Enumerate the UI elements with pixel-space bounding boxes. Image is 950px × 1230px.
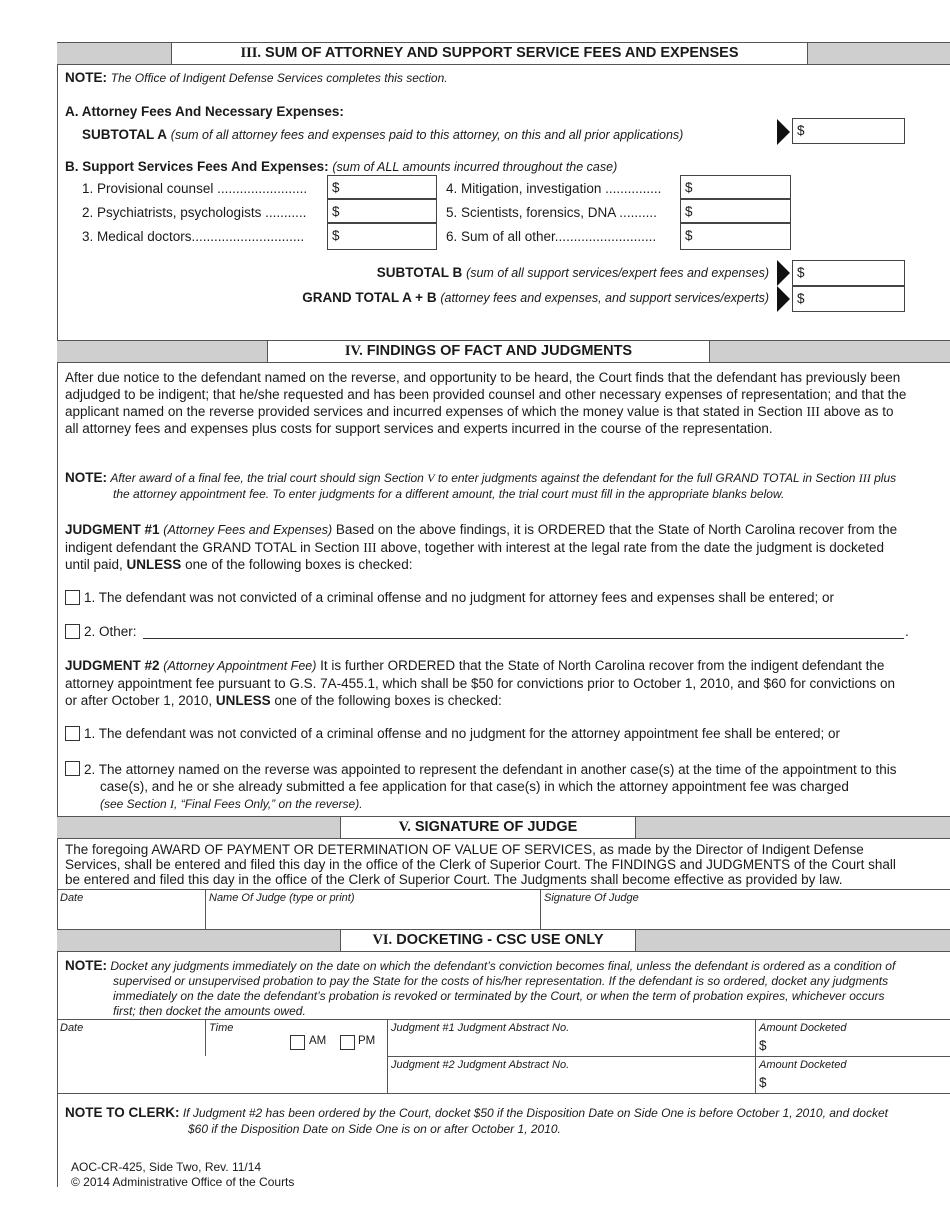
medical-doctors-label: 3. Medical doctors.............................. [82,229,305,244]
findings-note: NOTE: After award of a final fee, the trial court should sign Section V to enter judgments against the defendant for the full GRAND TOTAL in Section III plus the attorney appointment fee. To enter judgments for a different amount, the trial court must fill in the appropriate blanks below. [65,470,897,501]
section-vi-title: VI. DOCKETING - CSC USE ONLY [340,929,636,952]
provisional-counsel-label: 1. Provisional counsel ........................ [82,181,308,196]
psychiatrists-label: 2. Psychiatrists, psychologists ........... [82,205,307,220]
judgment-1-abstract-label: Judgment #1 Judgment Abstract No. [391,1022,570,1034]
docket-time-label: Time [209,1022,234,1034]
judgment-2-option-2-checkbox[interactable] [65,761,80,776]
judge-signature-field[interactable] [541,906,941,928]
judge-name-field[interactable] [206,906,539,928]
subtotal-a-arrow-icon [777,119,790,145]
form-id: AOC-CR-425, Side Two, Rev. 11/14 [71,1160,262,1174]
judgment-1-paragraph: JUDGMENT #1 (Attorney Fees and Expenses) Based on the above findings, it is ORDERED that the State of North Carolina recover from the indigent defendant the GRAND TOTAL in Section III above, together with interest at the legal rate from the date the judgment is docketed until paid, UNLESS one of the following boxes is checked: [65,522,898,572]
scientists-field[interactable]: $ [680,199,791,223]
amount-docketed-2-dollar: $ [759,1075,767,1090]
grand-total-arrow-icon [777,286,790,312]
subtotal-b-label: SUBTOTAL B (sum of all support services/expert fees and expenses) [376,265,769,280]
section-iii-note: NOTE: The Office of Indigent Defense Services completes this section. [65,70,448,85]
attorney-fees-heading: A. Attorney Fees And Necessary Expenses: [65,104,344,119]
docketing-note: NOTE: Docket any judgments immediately on the date on which the defendant’s conviction becomes final, unless the defendant is ordered as a condition of supervised or unsupervised probation to pay the State for the costs of his/her representation. If the defendant is so ordered, docket any judgments immediately on the date the defendant’s probation is revoked or terminated by the Court, or when the term of probation expires, whichever occurs first; then docket the amounts owed. [65,958,896,1018]
subtotal-a-field[interactable]: $ [792,118,905,144]
amount-docketed-1-dollar: $ [759,1038,767,1053]
sum-other-field[interactable]: $ [680,223,791,250]
provisional-counsel-field[interactable]: $ [327,175,437,199]
section-vi-header [57,929,950,952]
judge-signature-paragraph: The foregoing AWARD OF PAYMENT OR DETERMINATION OF VALUE OF SERVICES, as made by the Director of Indigent Defense Services, shall be entered and filed this day in the office of the Clerk of Superior Court. The FINDINGS and JUDGMENTS of the Court shall be entered and filed this day in the office of the Clerk of Superior Court. The Judgments shall become effective as provided by law. [65,842,896,887]
other-period: . [905,624,909,639]
judge-row-top-line [57,889,950,890]
subtotal-b-arrow-icon [777,260,790,286]
judge-date-field[interactable] [58,906,204,928]
judge-name-label: Name Of Judge (type or print) [209,892,355,904]
subtotal-b-field[interactable]: $ [792,260,905,286]
judgment-2-abstract-label: Judgment #2 Judgment Abstract No. [391,1059,570,1071]
mitigation-field[interactable]: $ [680,175,791,199]
section-iv-header [57,340,950,363]
section-v-header [57,816,950,839]
section-v-title: V. SIGNATURE OF JUDGE [340,816,636,839]
section-iii-title: III. SUM OF ATTORNEY AND SUPPORT SERVICE FEES AND EXPENSES [171,42,808,65]
judgment-1-other-field[interactable] [143,638,904,639]
judgment-2-option-1-label: 1. The defendant was not convicted of a criminal offense and no judgment for the attorney appointment fee shall be entered; or [84,726,840,741]
docket-date-label: Date [60,1022,84,1034]
findings-paragraph: After due notice to the defendant named on the reverse, and opportunity to be heard, the Court finds that the defendant has previously been adjudged to be indigent; that he/she requested and has been provided counsel and other necessary expenses of representation; and that the applicant named on the reverse provided services and incurred expenses of which the money value is that stated in Section III above as to all attorney fees and expenses plus costs for support services and experts incurred in the course of the representation. [65,370,907,436]
judge-signature-label: Signature Of Judge [544,892,639,904]
section-iii-header [57,42,950,65]
pm-checkbox[interactable] [340,1035,355,1050]
judgment-1-option-1-label: 1. The defendant was not convicted of a criminal offense and no judgment for attorney fees and expenses shall be entered; or [84,590,834,605]
grand-total-label: GRAND TOTAL A + B (attorney fees and expenses, and support services/experts) [302,290,769,305]
medical-doctors-field[interactable]: $ [327,223,437,250]
subtotal-a-label: SUBTOTAL A (sum of all attorney fees and expenses paid to this attorney, on this and all prior applications) [82,127,684,142]
section-iv-title: IV. FINDINGS OF FACT AND JUDGMENTS [267,340,710,363]
sum-other-label: 6. Sum of all other........................... [446,229,657,244]
scientists-label: 5. Scientists, forensics, DNA .......... [446,205,657,220]
judgment-1-option-2-checkbox[interactable] [65,624,80,639]
judgment-2-option-1-checkbox[interactable] [65,726,80,741]
amount-docketed-2-label: Amount Docketed [759,1059,847,1071]
grand-total-field[interactable]: $ [792,286,905,312]
support-services-heading: B. Support Services Fees And Expenses: (sum of ALL amounts incurred throughout the case) [65,159,618,174]
judgment-1-option-1-checkbox[interactable] [65,590,80,605]
judge-date-label: Date [60,892,84,904]
note-to-clerk: NOTE TO CLERK: If Judgment #2 has been ordered by the Court, docket $50 if the Disposition Date on Side One is before October 1, 2010, and docket $60 if the Disposition Date on Side One is on or after October 1, 2010. [65,1105,888,1136]
judgment-1-option-2-label: 2. Other: [84,624,137,639]
am-checkbox[interactable] [290,1035,305,1050]
judgment-2-paragraph: JUDGMENT #2 (Attorney Appointment Fee) It is further ORDERED that the State of North Carolina recover from the indigent defendant the attorney appointment fee pursuant to G.S. 7A-455.1, which shall be $50 for convictions prior to October 1, 2010, and $60 for convictions on or after October 1, 2010, UNLESS one of the following boxes is checked: [65,658,895,708]
judgment-2-option-2-label: 2. The attorney named on the reverse was appointed to represent the defendant in another case(s) at the time of the appointment to this case(s), and he or she already submitted a fee application for that case(s) in which the attorney appointment fee was charged (see Section I, “Final Fees Only,” on the reverse). [84,762,897,811]
form-left-border [57,42,58,1187]
amount-docketed-1-label: Amount Docketed [759,1022,847,1034]
mitigation-label: 4. Mitigation, investigation ............... [446,181,662,196]
psychiatrists-field[interactable]: $ [327,199,437,223]
copyright: © 2014 Administrative Office of the Courts [71,1175,295,1189]
am-label: AM [309,1035,327,1047]
pm-label: PM [358,1035,376,1047]
